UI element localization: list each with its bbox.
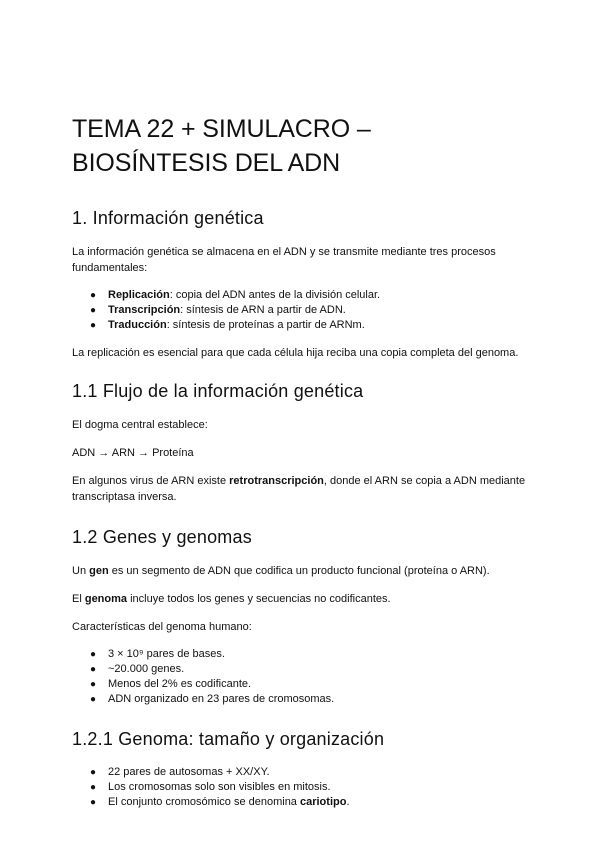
term: cariotipo — [299, 796, 347, 808]
paragraph: Características del genoma humano: — [72, 621, 252, 633]
paragraph-text: Un — [72, 565, 90, 577]
paragraph-text: , donde el ARN se copia a ADN mediante transcriptasa inversa. — [72, 475, 526, 503]
list-item — [72, 288, 528, 303]
list-item-text: El conjunto cromosómico se denomina — [108, 796, 300, 808]
paragraph — [72, 473, 528, 505]
term: genoma — [84, 593, 128, 605]
paragraph-text: incluye todos los genes y secuencias no codificantes. — [127, 593, 391, 605]
paragraph-text: es un segmento de ADN que codifica un producto funcional (proteína o ARN). — [108, 565, 490, 577]
list-item-text: 22 pares de autosomas + XX/XY. — [108, 766, 270, 778]
paragraph: La información genética se almacena en el ADN y se transmite mediante tres procesos fundamentales: — [72, 246, 496, 274]
term: gen — [89, 565, 109, 577]
list-item-text: : síntesis de ARN a partir de ADN. — [180, 304, 346, 316]
list-item — [72, 765, 528, 780]
term: retrotranscripción — [229, 475, 324, 487]
paragraph — [72, 563, 528, 579]
section-heading-genoma-tamano: 1.2.1 Genoma: tamaño y organización — [72, 729, 385, 749]
bullet-icon: ● — [90, 694, 97, 705]
paragraph: El dogma central establece: — [72, 419, 208, 431]
term: Traducción — [108, 319, 167, 331]
bullet-icon: ● — [90, 320, 97, 331]
list-item-text: Los cromosomas solo son visibles en mitosis. — [108, 781, 331, 793]
section-heading-informacion-genetica: 1. Información genética — [72, 208, 264, 228]
list-item — [72, 318, 528, 333]
list-item-text: Menos del 2% es codificante. — [108, 678, 252, 690]
paragraph — [72, 591, 528, 607]
bullet-icon: ● — [90, 664, 97, 675]
list-item — [72, 692, 528, 707]
paragraph: La replicación es esencial para que cada célula hija reciba una copia completa del genoma. — [72, 347, 519, 359]
bullet-list — [72, 765, 528, 810]
bullet-list — [72, 647, 528, 707]
list-item — [72, 647, 528, 662]
list-item — [72, 662, 528, 677]
list-item-text: . — [346, 796, 350, 808]
list-item-text: ~20.000 genes. — [108, 663, 185, 675]
bullet-icon: ● — [90, 679, 97, 690]
section-heading-flujo-informacion: 1.1 Flujo de la información genética — [72, 381, 364, 401]
bullet-icon: ● — [90, 767, 97, 778]
bullet-icon: ● — [90, 782, 97, 793]
bullet-icon: ● — [90, 290, 97, 301]
list-item — [72, 303, 528, 318]
list-item-text: : copia del ADN antes de la división celular. — [169, 289, 381, 301]
bullet-icon: ● — [90, 649, 97, 660]
term: Replicación — [108, 289, 170, 301]
paragraph: ADN → ARN → Proteína — [72, 447, 194, 459]
bullet-list — [72, 288, 528, 333]
document-title: TEMA 22 + SIMULACRO – BIOSÍNTESIS DEL ADN — [72, 115, 371, 177]
section-heading-genes-genomas: 1.2 Genes y genomas — [72, 527, 252, 547]
paragraph-text: En algunos virus de ARN existe — [72, 475, 230, 487]
paragraph-text: El — [72, 593, 85, 605]
bullet-icon: ● — [90, 797, 97, 808]
list-item — [72, 795, 528, 810]
bullet-icon: ● — [90, 305, 97, 316]
list-item — [72, 780, 528, 795]
term: Transcripción — [108, 304, 181, 316]
list-item-text: 3 × 10⁹ pares de bases. — [108, 648, 225, 660]
list-item-text: ADN organizado en 23 pares de cromosomas. — [108, 693, 335, 705]
list-item — [72, 677, 528, 692]
list-item-text: : síntesis de proteínas a partir de ARNm. — [166, 319, 365, 331]
